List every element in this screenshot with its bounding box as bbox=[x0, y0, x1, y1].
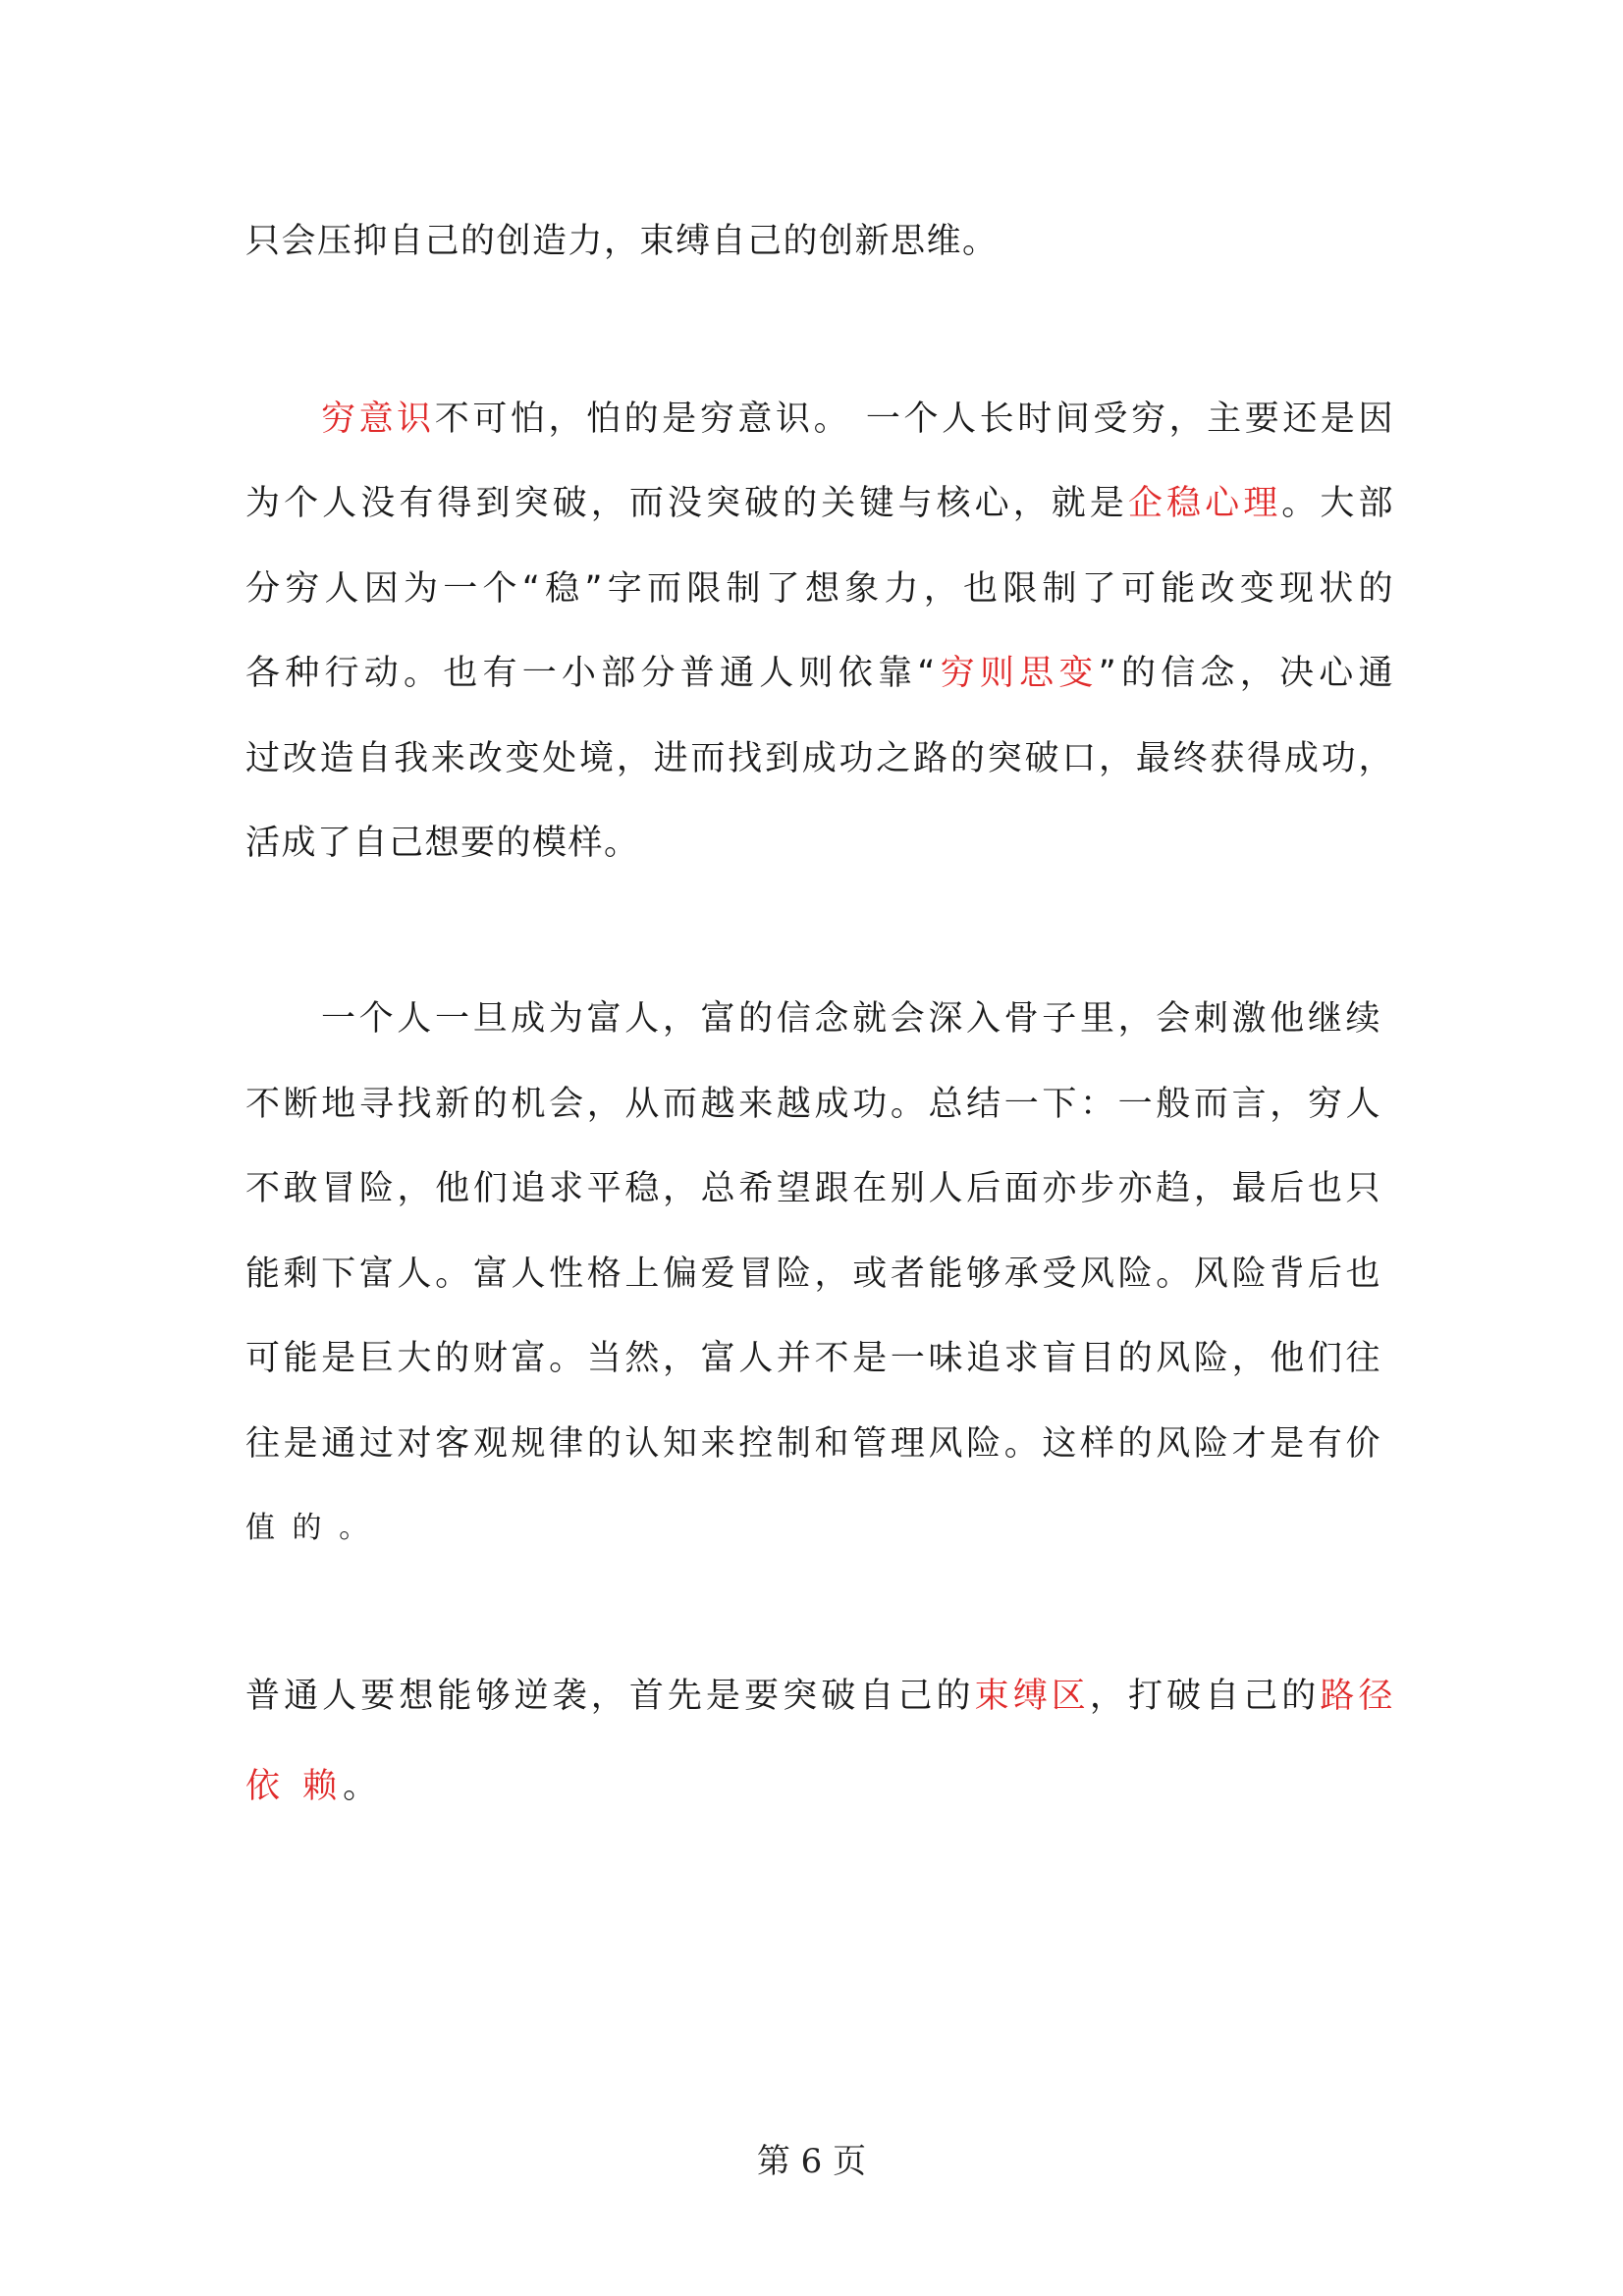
paragraph-2-line-7 bbox=[245, 1507, 372, 1550]
paragraph-1-line-2 bbox=[245, 482, 1394, 525]
paragraph-2-line-2 bbox=[245, 1083, 1381, 1126]
text-run: 往是通过对客观规律的认知来控制和管理风险。这样的风险才是有价 bbox=[245, 1424, 1381, 1464]
paragraph-0-line-1 bbox=[245, 220, 999, 263]
paragraph-1-line-3 bbox=[245, 567, 1394, 611]
text-run: ”的信念，决心通 bbox=[1098, 654, 1394, 693]
paragraph-1-line-4 bbox=[245, 652, 1394, 695]
text-run: 过改造自我来改变处境，进而找到成功之路的突破口，最终获得成功， bbox=[245, 739, 1394, 778]
text-run: 。大部 bbox=[1281, 484, 1394, 523]
paragraph-1-line-6 bbox=[245, 822, 640, 865]
text-run: 可能是巨大的财富。当然，富人并不是一味追求盲目的风险，他们往 bbox=[245, 1339, 1381, 1378]
text-run: 为个人没有得到突破，而没突破的关键与核心，就是 bbox=[245, 484, 1128, 523]
paragraph-2-line-4 bbox=[245, 1253, 1381, 1296]
paragraph-2-line-6 bbox=[245, 1422, 1381, 1466]
paragraph-1-line-1 bbox=[321, 398, 1394, 441]
text-run: 一个人一旦成为富人，富的信念就会深入骨子里，会刺激他继续 bbox=[321, 999, 1381, 1039]
text-run: 普通人要想能够逆袭，首先是要突破自己的 bbox=[245, 1677, 975, 1716]
text-run: 能剩下富人。富人性格上偏爱冒险，或者能够承受风险。风险背后也 bbox=[245, 1255, 1381, 1294]
paragraph-3-line-1 bbox=[245, 1675, 1394, 1718]
highlight-term: 穷意识 bbox=[321, 400, 435, 439]
text-run: 各种行动。也有一小部分普通人则依靠“ bbox=[245, 654, 937, 693]
text-run: 活成了自己想要的模样。 bbox=[245, 824, 640, 863]
highlight-term: 依 赖 bbox=[245, 1767, 344, 1806]
text-run: 值 的 。 bbox=[245, 1511, 373, 1545]
text-run: 分穷人因为一个“稳”字而限制了想象力，也限制了可能改变现状的 bbox=[245, 569, 1394, 609]
highlight-term: 束缚区 bbox=[974, 1677, 1090, 1716]
text-run: 。 bbox=[343, 1767, 379, 1806]
text-run: ，打破自己的 bbox=[1089, 1677, 1321, 1716]
highlight-term: 企稳心理 bbox=[1127, 484, 1282, 523]
paragraph-2-line-3 bbox=[245, 1167, 1381, 1210]
text-run: 不断地寻找新的机会，从而越来越成功。总结一下：一般而言，穷人 bbox=[245, 1085, 1381, 1124]
paragraph-2-line-5 bbox=[245, 1337, 1381, 1380]
text-run: 只会压抑自己的创造力，束缚自己的创新思维。 bbox=[245, 222, 999, 261]
page-number: 第 6 页 bbox=[756, 2142, 867, 2181]
paragraph-3-line-2 bbox=[245, 1765, 379, 1808]
highlight-term: 穷则思变 bbox=[936, 654, 1099, 693]
highlight-term: 路径 bbox=[1320, 1677, 1394, 1716]
text-run: 不敢冒险，他们追求平稳，总希望跟在别人后面亦步亦趋，最后也只 bbox=[245, 1169, 1381, 1208]
text-run: 不可怕，怕的是穷意识。 一个人长时间受穷，主要还是因 bbox=[434, 400, 1394, 439]
paragraph-1-line-5 bbox=[245, 737, 1394, 780]
paragraph-2-line-1 bbox=[321, 997, 1381, 1041]
